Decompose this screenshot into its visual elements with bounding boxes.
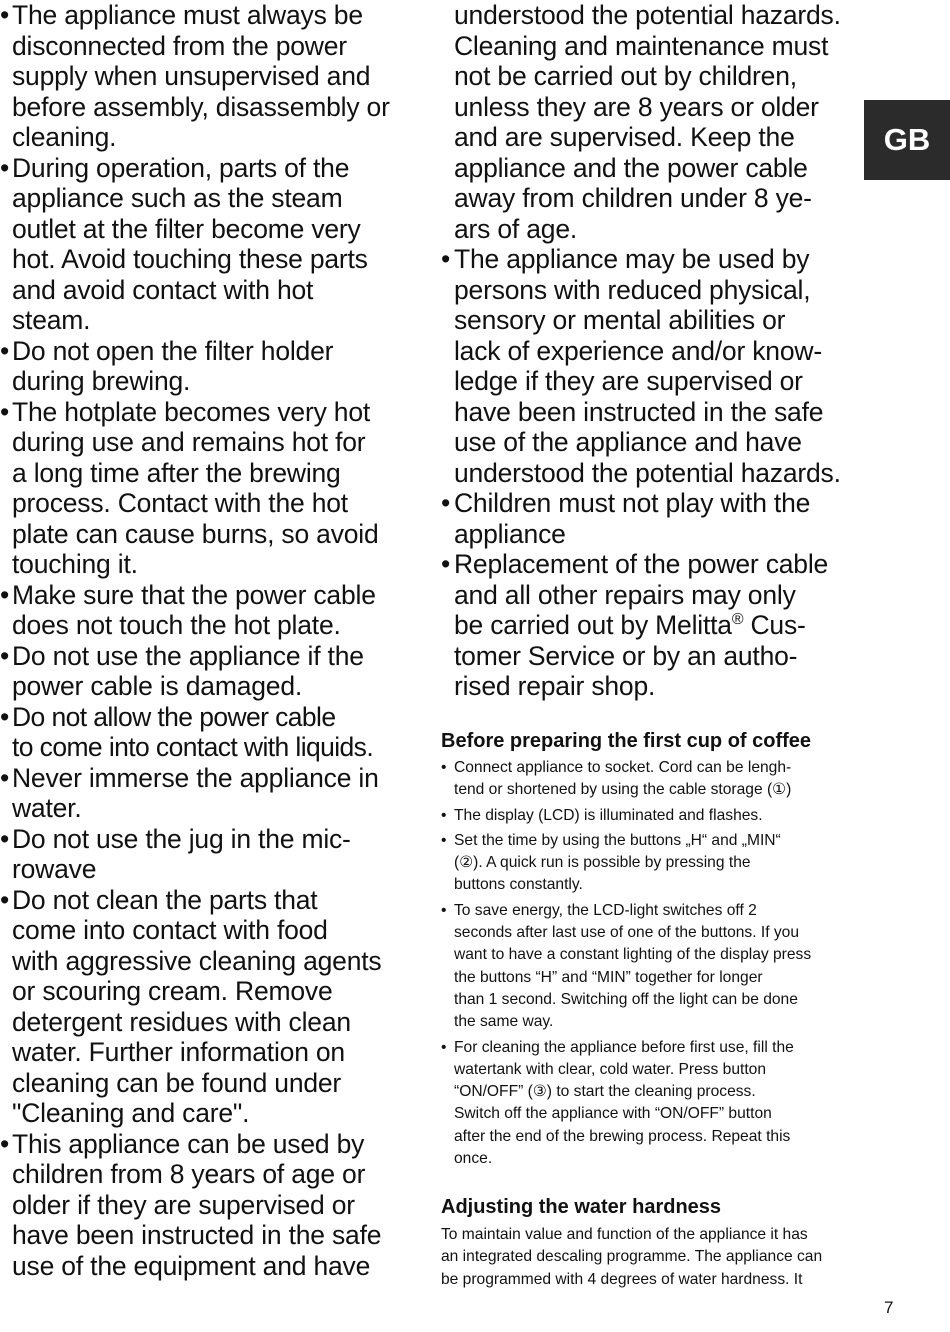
list-item: • Do not use the jug in the mic- rowave xyxy=(0,823,351,884)
list-item-continuation: understood the potential hazards. Cleaning and maintenance must not be carried out by children, unless they are 8 years or older and are supervised. Keep the appliance and the power cable away from children under 8 ye- ars of age. xyxy=(454,0,841,244)
list-item: • The hotplate becomes very hot during use and remains hot for a long time after the brewing process. Contact with the hot plate can cause burns, so avoid touching it. xyxy=(0,396,379,579)
list-item: • Do not clean the parts that come into contact with food with aggressive cleaning agents or scouring cream. Remove detergent residues with clean water. Further information on cleaning can be found under "Cleaning and care". xyxy=(0,884,382,1128)
bullet-icon: • xyxy=(441,831,447,849)
bullet-icon: • xyxy=(0,1128,10,1159)
list-item: • Connect appliance to socket. Cord can be lengh- tend or shortened by using the cable storage (①) xyxy=(441,759,792,799)
list-item: • During operation, parts of the appliance such as the steam outlet at the filter become very hot. Avoid touching these parts and avoid contact with hot steam. xyxy=(0,152,368,335)
list-item: • The appliance must always be disconnected from the power supply when unsupervised and before assembly, disassembly or cleaning. xyxy=(0,0,390,152)
bullet-icon: • xyxy=(441,759,447,776)
bullet-icon: • xyxy=(0,701,10,732)
bullet-icon: • xyxy=(0,0,10,30)
bullet-icon: • xyxy=(0,762,10,793)
list-item: • Never immerse the appliance in water. xyxy=(0,762,379,823)
bullet-icon: • xyxy=(0,884,10,915)
bullet-icon: • xyxy=(0,335,10,366)
list-item: • The appliance may be used by persons with reduced physical, sensory or mental abilities or lack of experience and/or know- ledge if they are supervised or have been instructed in the safe use of the appliance and have understood the potential hazards. xyxy=(441,244,841,488)
section-heading-water-hardness: Adjusting the water hardness xyxy=(441,1196,722,1218)
bullet-icon: • xyxy=(441,244,451,274)
right-column xyxy=(441,0,861,1288)
bullet-icon: • xyxy=(0,152,10,183)
safety-list-right xyxy=(441,0,861,702)
list-item: • Children must not play with the appliance xyxy=(441,488,811,549)
bullet-icon: • xyxy=(0,640,10,671)
list-item: • Do not allow the power cable to come into contact with liquids. xyxy=(0,701,374,762)
list-item: • This appliance can be used by children from 8 years of age or older if they are supervised or have been instructed in the safe use of the equipment and have xyxy=(0,1128,382,1281)
list-item: • For cleaning the appliance before first use, fill the watertank with clear, cold water. Press button “ON/OFF” (③) to start the cleaning process. Switch off the appliance with “ON/OFF” button after the end of the brewing process. Repeat this once. xyxy=(441,1038,794,1168)
left-column xyxy=(0,0,420,1281)
list-item: • The display (LCD) is illuminated and flashes. xyxy=(441,805,861,827)
list-item: • Do not open the filter holder during brewing. xyxy=(0,335,334,396)
list-item: • Make sure that the power cable does not touch the hot plate. xyxy=(0,579,376,640)
first-cup-list xyxy=(441,757,861,1173)
bullet-icon: • xyxy=(0,823,10,854)
language-tab: GB xyxy=(864,100,950,180)
list-item: • Set the time by using the buttons „H“ and „MIN“ (②). A quick run is possible by pressing the buttons constantly. xyxy=(441,831,781,894)
bullet-icon: • xyxy=(441,1038,447,1056)
bullet-icon: • xyxy=(441,488,451,518)
page-number: 7 xyxy=(884,1298,894,1317)
safety-list-left xyxy=(0,0,420,1281)
section-heading-first-cup: Before preparing the first cup of coffee xyxy=(441,730,812,752)
list-item: • To save energy, the LCD-light switches off 2 seconds after last use of one of the buttons. If you want to have a constant lighting of the display press the buttons “H” and “MIN” together for longer than 1 second. Switching off the light can be done the same way. xyxy=(441,901,812,1031)
bullet-icon: • xyxy=(441,806,447,824)
list-item: • Replacement of the power cable and all other repairs may only be carried out by Melitta® Cus- tomer Service or by an autho- rised repair shop. xyxy=(441,549,829,701)
water-hardness-paragraph: To maintain value and function of the appliance it has an integrated descaling programme. The appliance can be programmed with 4 degrees of water hardness. It xyxy=(441,1226,823,1288)
list-item: • Do not use the appliance if the power cable is damaged. xyxy=(0,640,364,701)
bullet-icon: • xyxy=(441,901,447,919)
bullet-icon: • xyxy=(0,396,10,427)
registered-mark: ® xyxy=(731,611,744,629)
bullet-icon: • xyxy=(0,579,10,610)
bullet-icon: • xyxy=(441,549,451,579)
